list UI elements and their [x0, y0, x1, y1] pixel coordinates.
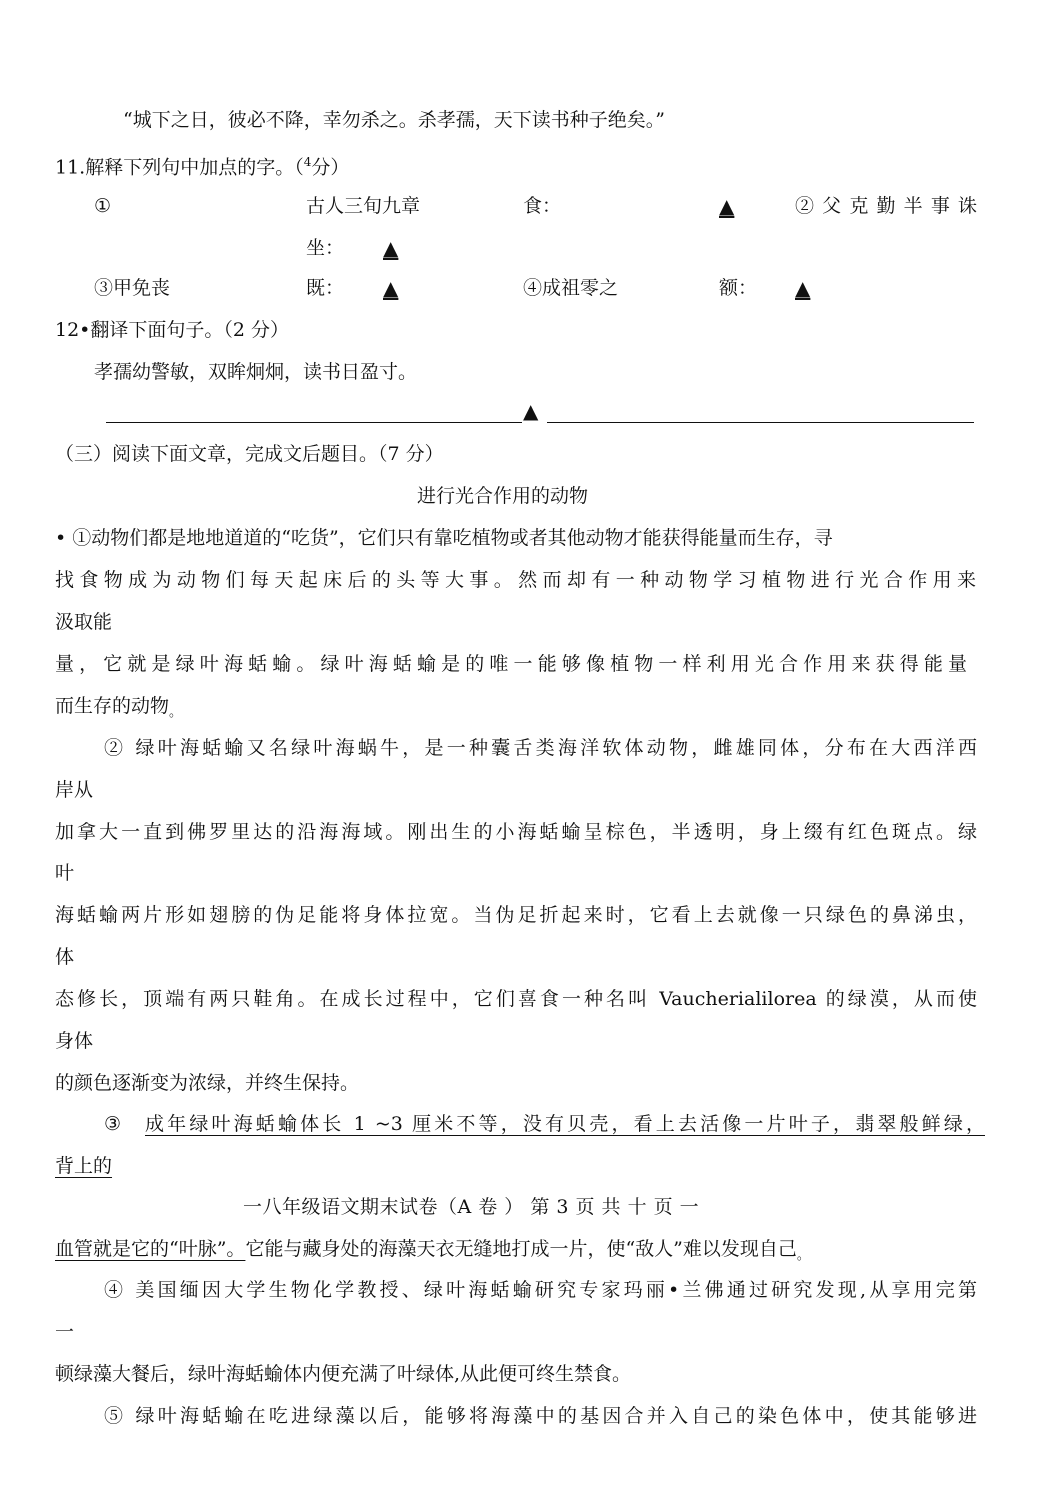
q11-item-3-char: 既：	[306, 277, 345, 299]
article-title: 进行光合作用的动物	[417, 485, 589, 507]
translation-answer-marker: ▲	[523, 399, 539, 423]
paragraph-1-line-5: 而生存的动物$_。$	[55, 695, 183, 720]
q11-item-1-number: ①	[94, 195, 112, 217]
q11-item-1-char: 食：	[523, 195, 562, 217]
paragraph-3-number: ③	[104, 1113, 122, 1135]
q11-item-4-char: 额：	[719, 277, 758, 299]
paragraph-1-line-4: 量，它就是绿叶海蛞蝓。绿叶海蛞蝓是的唯一能够像植物一样利用光合作用来获得能量	[55, 653, 967, 675]
question-12-title: 12•翻译下面句子。（2 分）	[55, 319, 290, 341]
paragraph-2-line-4: 叶	[55, 862, 75, 884]
quote-line: “城下之日，彼必不降，幸勿杀之。杀孝孺，天下读书种子绝矣。”	[123, 109, 665, 131]
translation-answer-line-right[interactable]	[547, 422, 974, 423]
paragraph-1-line-1: • ①动物们都是地地道道的“吃货”，它们只有靠吃植物或者其他动物才能获得能量而生存，寻	[55, 527, 833, 549]
paragraph-2-line-5: 海蛞蝓两片形如翅膀的伪足能将身体拉宽。当伪足折起来时，它看上去就像一只绿色的鼻涕虫，	[55, 904, 977, 926]
paragraph-2-line-3: 加拿大一直到佛罗里达的沿海海域。刚出生的小海蛞蝓呈棕色，半透明，身上缀有红色斑点。绿	[55, 821, 977, 843]
page-footer: 一八年级语文期末试卷（A 卷 ） 第 3 页 共 十 页 一	[243, 1196, 700, 1218]
q11-item-1-answer-blank[interactable]: ▲	[719, 194, 735, 218]
paragraph-4-line-3: 顿绿藻大餐后，绿叶海蛞蝓体内便充满了叶绿体,从此便可终生禁食。	[55, 1363, 632, 1385]
paragraph-3-line-3: 血管就是它的“叶脉”。它能与藏身处的海藻天衣无缝地打成一片，使“敌人”难以发现自己$_。$	[55, 1238, 810, 1263]
paragraph-4-line-1: ④ 美国缅因大学生物化学教授、绿叶海蛞蝓研究专家玛丽•兰佛通过研究发现,从享用完第	[104, 1279, 977, 1301]
paragraph-3-line-1: 成年绿叶海蛞蝓体长 1 ~3 厘米不等，没有贝壳，看上去活像一片叶子，翡翠般鲜绿，	[145, 1113, 985, 1135]
paragraph-2-line-1: ② 绿叶海蛞蝓又名绿叶海蜗牛，是一种囊舌类海洋软体动物，雌雄同体，分布在大西洋西	[104, 737, 977, 759]
q11-item-2-phrase: ②父克勤半事诛	[795, 195, 977, 217]
question-11-title: 11.解释下列句中加点的字。（$^4$分）	[55, 155, 350, 179]
paragraph-2-line-8: 身体	[55, 1030, 94, 1052]
paragraph-2-line-6: 体	[55, 946, 75, 968]
section-3-heading: （三）阅读下面文章，完成文后题目。（7 分）	[55, 443, 444, 465]
q11-item-4-phrase: ④成祖零之	[523, 277, 619, 299]
q11-item-1-phrase: 古人三旬九章	[306, 195, 421, 217]
paragraph-3-line-2: 背上的	[55, 1155, 113, 1177]
q11-item-2-char: 坐：	[306, 237, 345, 259]
q11-item-2-answer-blank[interactable]: ▲	[383, 236, 399, 260]
paragraph-2-line-9: 的颜色逐渐变为浓绿，并终生保持。	[55, 1072, 360, 1094]
q11-item-3-answer-blank[interactable]: ▲	[383, 276, 399, 300]
paragraph-2-line-2: 岸从	[55, 779, 94, 801]
paragraph-4-line-2: 一	[55, 1321, 75, 1343]
paragraph-2-line-7: 态修长，顶端有两只鞋角。在成长过程中，它们喜食一种名叫 Vaucherialilorea 的绿漠，从而使	[55, 988, 977, 1010]
paragraph-1-line-2: 找食物成为动物们每天起床后的头等大事。然而却有一种动物学习植物进行光合作用来	[55, 569, 976, 591]
q11-item-3-phrase: ③甲免丧	[94, 277, 171, 299]
paragraph-5-line-1: ⑤ 绿叶海蛞蝓在吃进绿藻以后，能够将海藻中的基因合并入自己的染色体中，使其能够进	[104, 1405, 977, 1427]
paragraph-1-line-3: 汲取能	[55, 611, 113, 633]
q11-item-4-answer-blank[interactable]: ▲	[795, 276, 811, 300]
translation-answer-line-left[interactable]	[106, 422, 522, 423]
question-12-sentence: 孝孺幼警敏，双眸炯炯，读书日盈寸。	[94, 361, 418, 383]
